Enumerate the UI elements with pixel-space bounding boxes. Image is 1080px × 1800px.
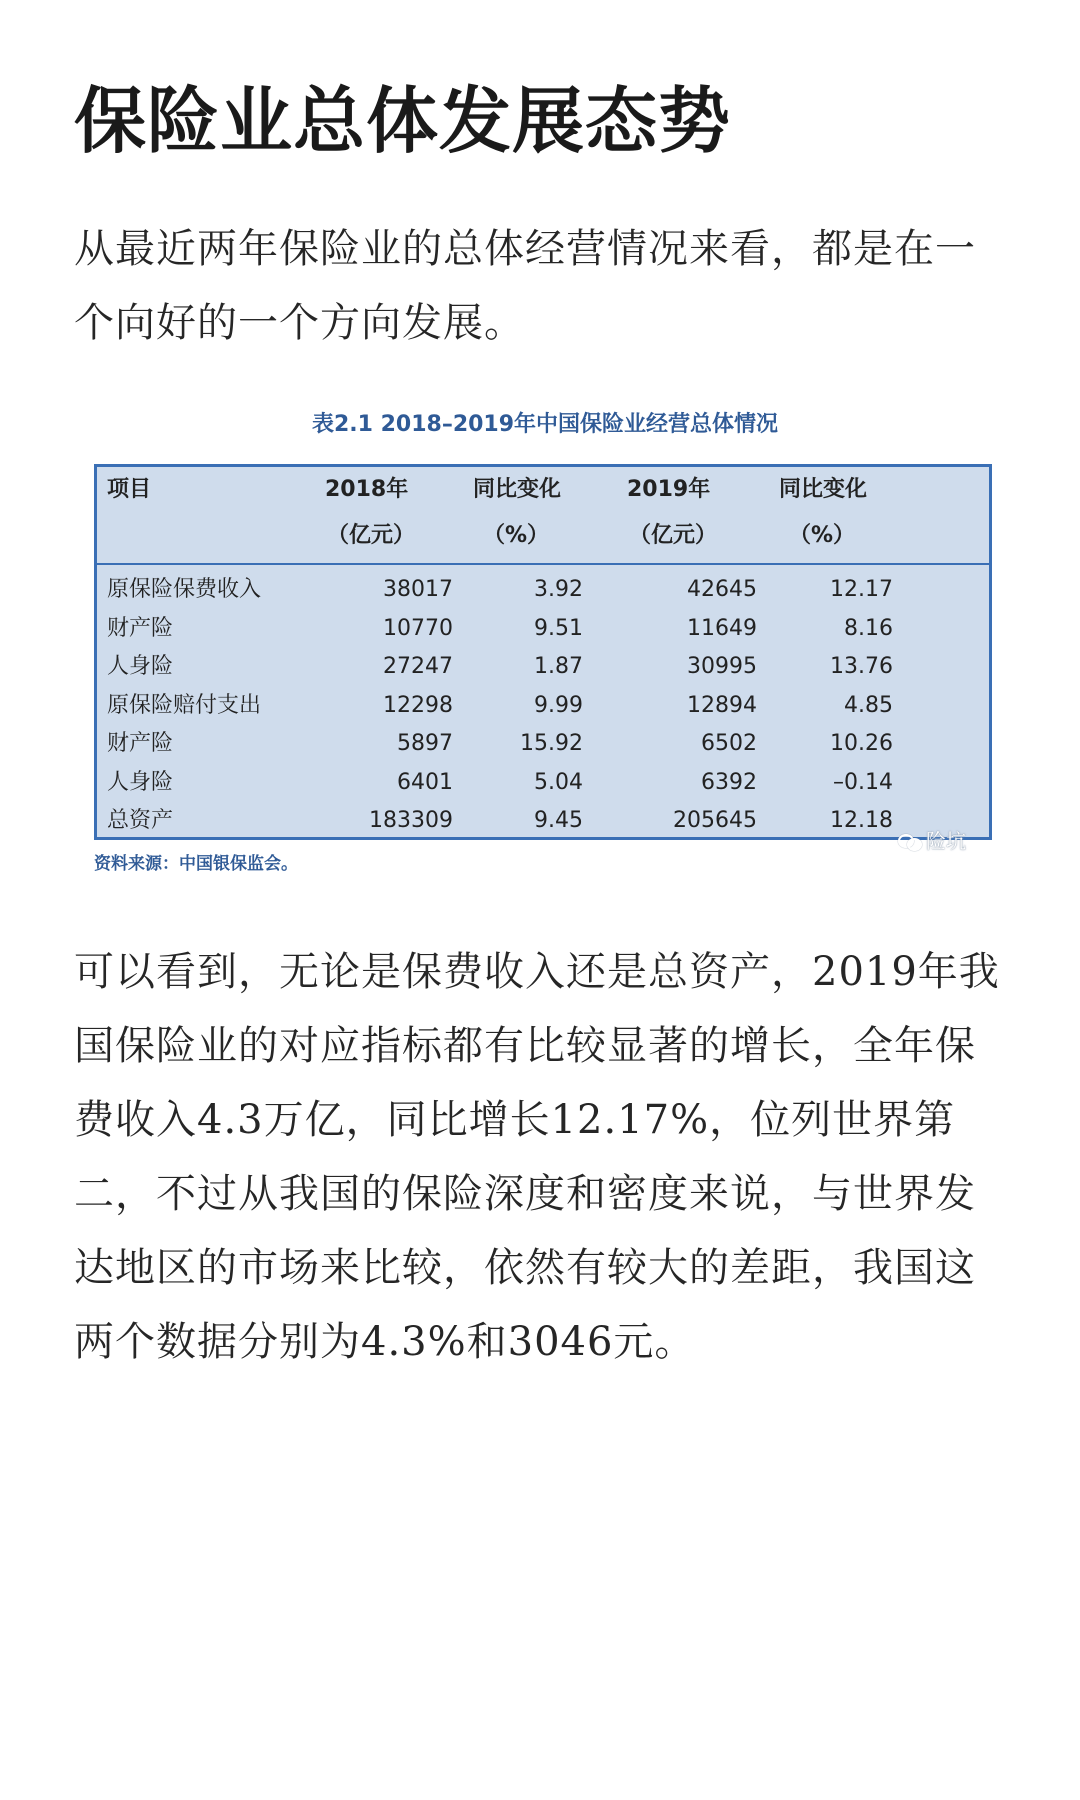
value-cell: 205645 [673, 808, 757, 833]
value-cell: 12.18 [830, 808, 893, 833]
value-cell: 10770 [383, 615, 453, 641]
value-cell: 1.87 [534, 654, 583, 679]
watermark [898, 828, 966, 854]
header-cell: 2018年 [325, 477, 409, 502]
header-unit-cell: （亿元） [629, 523, 718, 548]
row-label-cell: 财产险 [107, 615, 174, 641]
row-label-cell: 原保险赔付支出 [107, 692, 262, 718]
header-cell: 项目 [107, 477, 152, 502]
data-table [94, 464, 992, 840]
row-label-cell: 财产险 [107, 731, 174, 756]
value-cell: 15.92 [520, 731, 583, 756]
value-cell: 12.17 [830, 577, 893, 602]
header-cell: 2019年 [627, 477, 711, 502]
value-cell: 11649 [687, 615, 757, 641]
value-cell: 30995 [687, 654, 757, 679]
value-cell: 38017 [383, 577, 453, 602]
value-cell: 9.51 [534, 615, 583, 641]
value-cell: 3.92 [534, 577, 583, 602]
table-caption: 表2.1 2018–2019年中国保险业经营总体情况 [311, 412, 779, 437]
table-header-divider [97, 563, 989, 565]
header-unit-cell: （%） [789, 523, 856, 548]
value-cell: 5.04 [534, 769, 583, 795]
value-cell: 13.76 [830, 654, 893, 679]
value-cell: 10.26 [830, 731, 893, 756]
header-cell: 同比变化 [473, 477, 562, 502]
header-unit-cell: （%） [483, 523, 550, 548]
chat-bubble-icon [898, 832, 922, 850]
value-cell: 12894 [687, 692, 757, 718]
value-cell: 4.85 [844, 692, 893, 718]
value-cell: 6502 [701, 731, 757, 756]
value-cell: –0.14 [833, 769, 893, 795]
value-cell: 9.45 [534, 808, 583, 833]
value-cell: 6392 [701, 769, 757, 795]
analysis-paragraph: 可以看到，无论是保费收入还是总资产，2019年我国保险业的对应指标都有比较显著的增长，全年保费收入4.3万亿，同比增长12.17%，位列世界第二，不过从我国的保险深度和密度来说，与世界发达地区的市场来比较，依然有较大的差距，我国这两个数据分别为4.3%和3046元。 [74, 949, 1000, 1365]
insurance-table-figure [92, 410, 998, 890]
table-source-note: 资料来源：中国银保监会。 [94, 854, 298, 874]
row-label-cell: 总资产 [107, 808, 174, 833]
value-cell: 12298 [383, 692, 453, 718]
article-title: 保险业总体发展态势 [74, 78, 732, 163]
value-cell: 6401 [397, 769, 453, 795]
value-cell: 42645 [687, 577, 757, 602]
value-cell: 5897 [397, 731, 453, 756]
watermark-text: 险坑 [926, 829, 966, 853]
row-label-cell: 原保险保费收入 [107, 577, 262, 602]
value-cell: 8.16 [844, 615, 893, 641]
header-cell: 同比变化 [779, 477, 868, 502]
value-cell: 183309 [369, 808, 453, 833]
header-unit-cell: （亿元） [327, 523, 416, 548]
intro-paragraph: 从最近两年保险业的总体经营情况来看，都是在一个向好的一个方向发展。 [74, 226, 976, 346]
value-cell: 27247 [383, 654, 453, 679]
value-cell: 9.99 [534, 692, 583, 718]
row-label-cell: 人身险 [107, 769, 174, 795]
row-label-cell: 人身险 [107, 654, 174, 679]
